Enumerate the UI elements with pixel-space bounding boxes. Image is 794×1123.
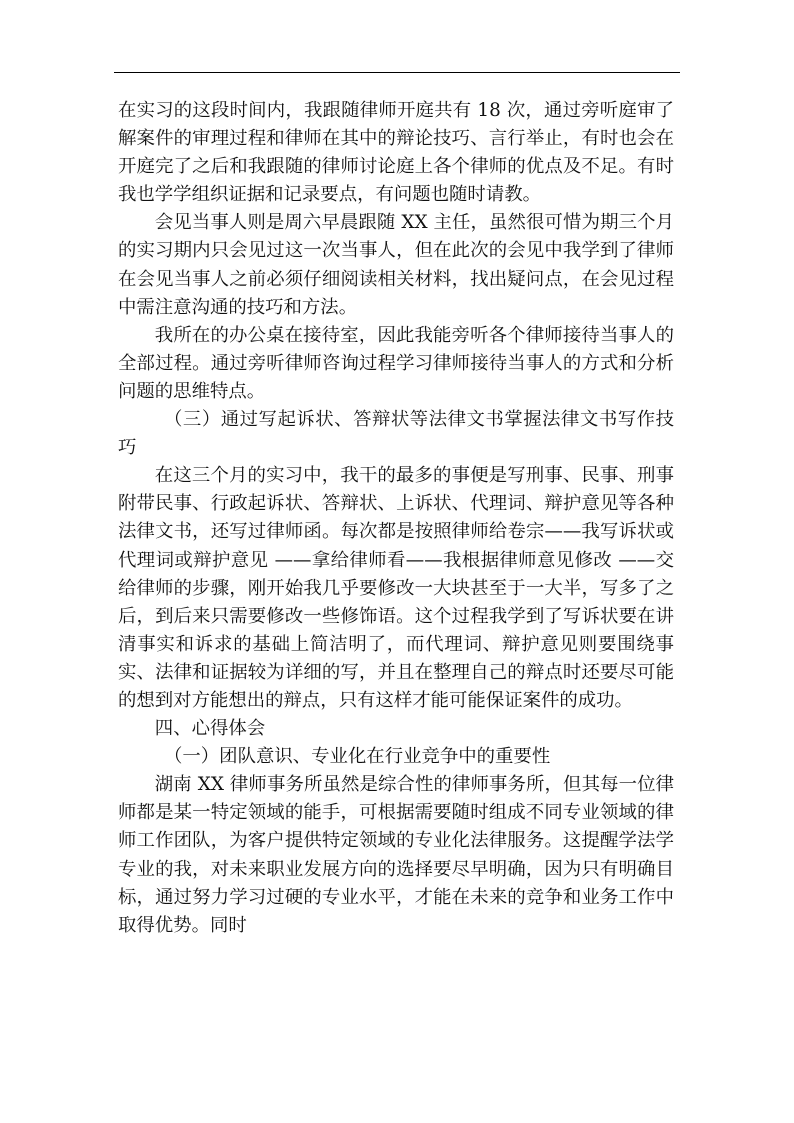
subsection-heading-teamwork: （一）团队意识、专业化在行业竞争中的重要性 [164, 746, 551, 768]
section-heading-reflections: 四、心得体会 [154, 718, 266, 740]
section-heading-legal-writing: （三）通过写起诉状、答辩状等法律文书掌握法律文书写作技巧 [118, 409, 674, 459]
header-rule [114, 72, 680, 73]
document-body [118, 97, 674, 940]
paragraph-teamwork: 湖南 XX 律师事务所虽然是综合性的律师事务所，但其每一位律师都是某一特定领域的能手，可根据需要随时组成不同专业领域的律师工作团队，为客户提供特定领域的专业化法律服务。这提醒学法学专业的我，对未来职业发展方向的选择要尽早明确，因为只有明确目标，通过努力学习过硬的专业水平，才能在未来的竞争和业务工作中取得优势。同时 [118, 774, 674, 936]
paragraph-reception-room: 我所在的办公桌在接待室，因此我能旁听各个律师接待当事人的全部过程。通过旁听律师咨询过程学习律师接待当事人的方式和分析问题的思维特点。 [118, 324, 674, 402]
paragraph-legal-writing: 在这三个月的实习中，我干的最多的事便是写刑事、民事、刑事附带民事、行政起诉状、答辩状、上诉状、代理词、辩护意见等各种法律文书，还写过律师函。每次都是按照律师给卷宗——我写诉状或代理词或辩护意见 ——拿给律师看——我根据律师意见修改 ——交给律师的步骤，刚开始我几乎要修改一大块甚至于一大半，写多了之后，到后来只需要修改一些修饰语。这个过程我学到了写诉状要在讲清事实和诉求的基础上简洁明了，而代理词、辩护意见则要围绕事实、法律和证据较为详细的写，并且在整理自己的辩点时还要尽可能的想到对方能想出的辩点，只有这样才能可能保证案件的成功。 [118, 465, 674, 711]
paragraph-court-observation: 在实习的这段时间内，我跟随律师开庭共有 18 次，通过旁听庭审了解案件的审理过程和律师在其中的辩论技巧、言行举止，有时也会在开庭完了之后和我跟随的律师讨论庭上各个律师的优点及不足。有时我也学学组织证据和记录要点，有问题也随时请教。 [118, 100, 674, 206]
paragraph-client-meeting: 会见当事人则是周六早晨跟随 XX 主任，虽然很可惜为期三个月的实习期内只会见过这一次当事人，但在此次的会见中我学到了律师在会见当事人之前必须仔细阅读相关材料，找出疑问点，在会见过程中需注意沟通的技巧和方法。 [118, 212, 674, 318]
